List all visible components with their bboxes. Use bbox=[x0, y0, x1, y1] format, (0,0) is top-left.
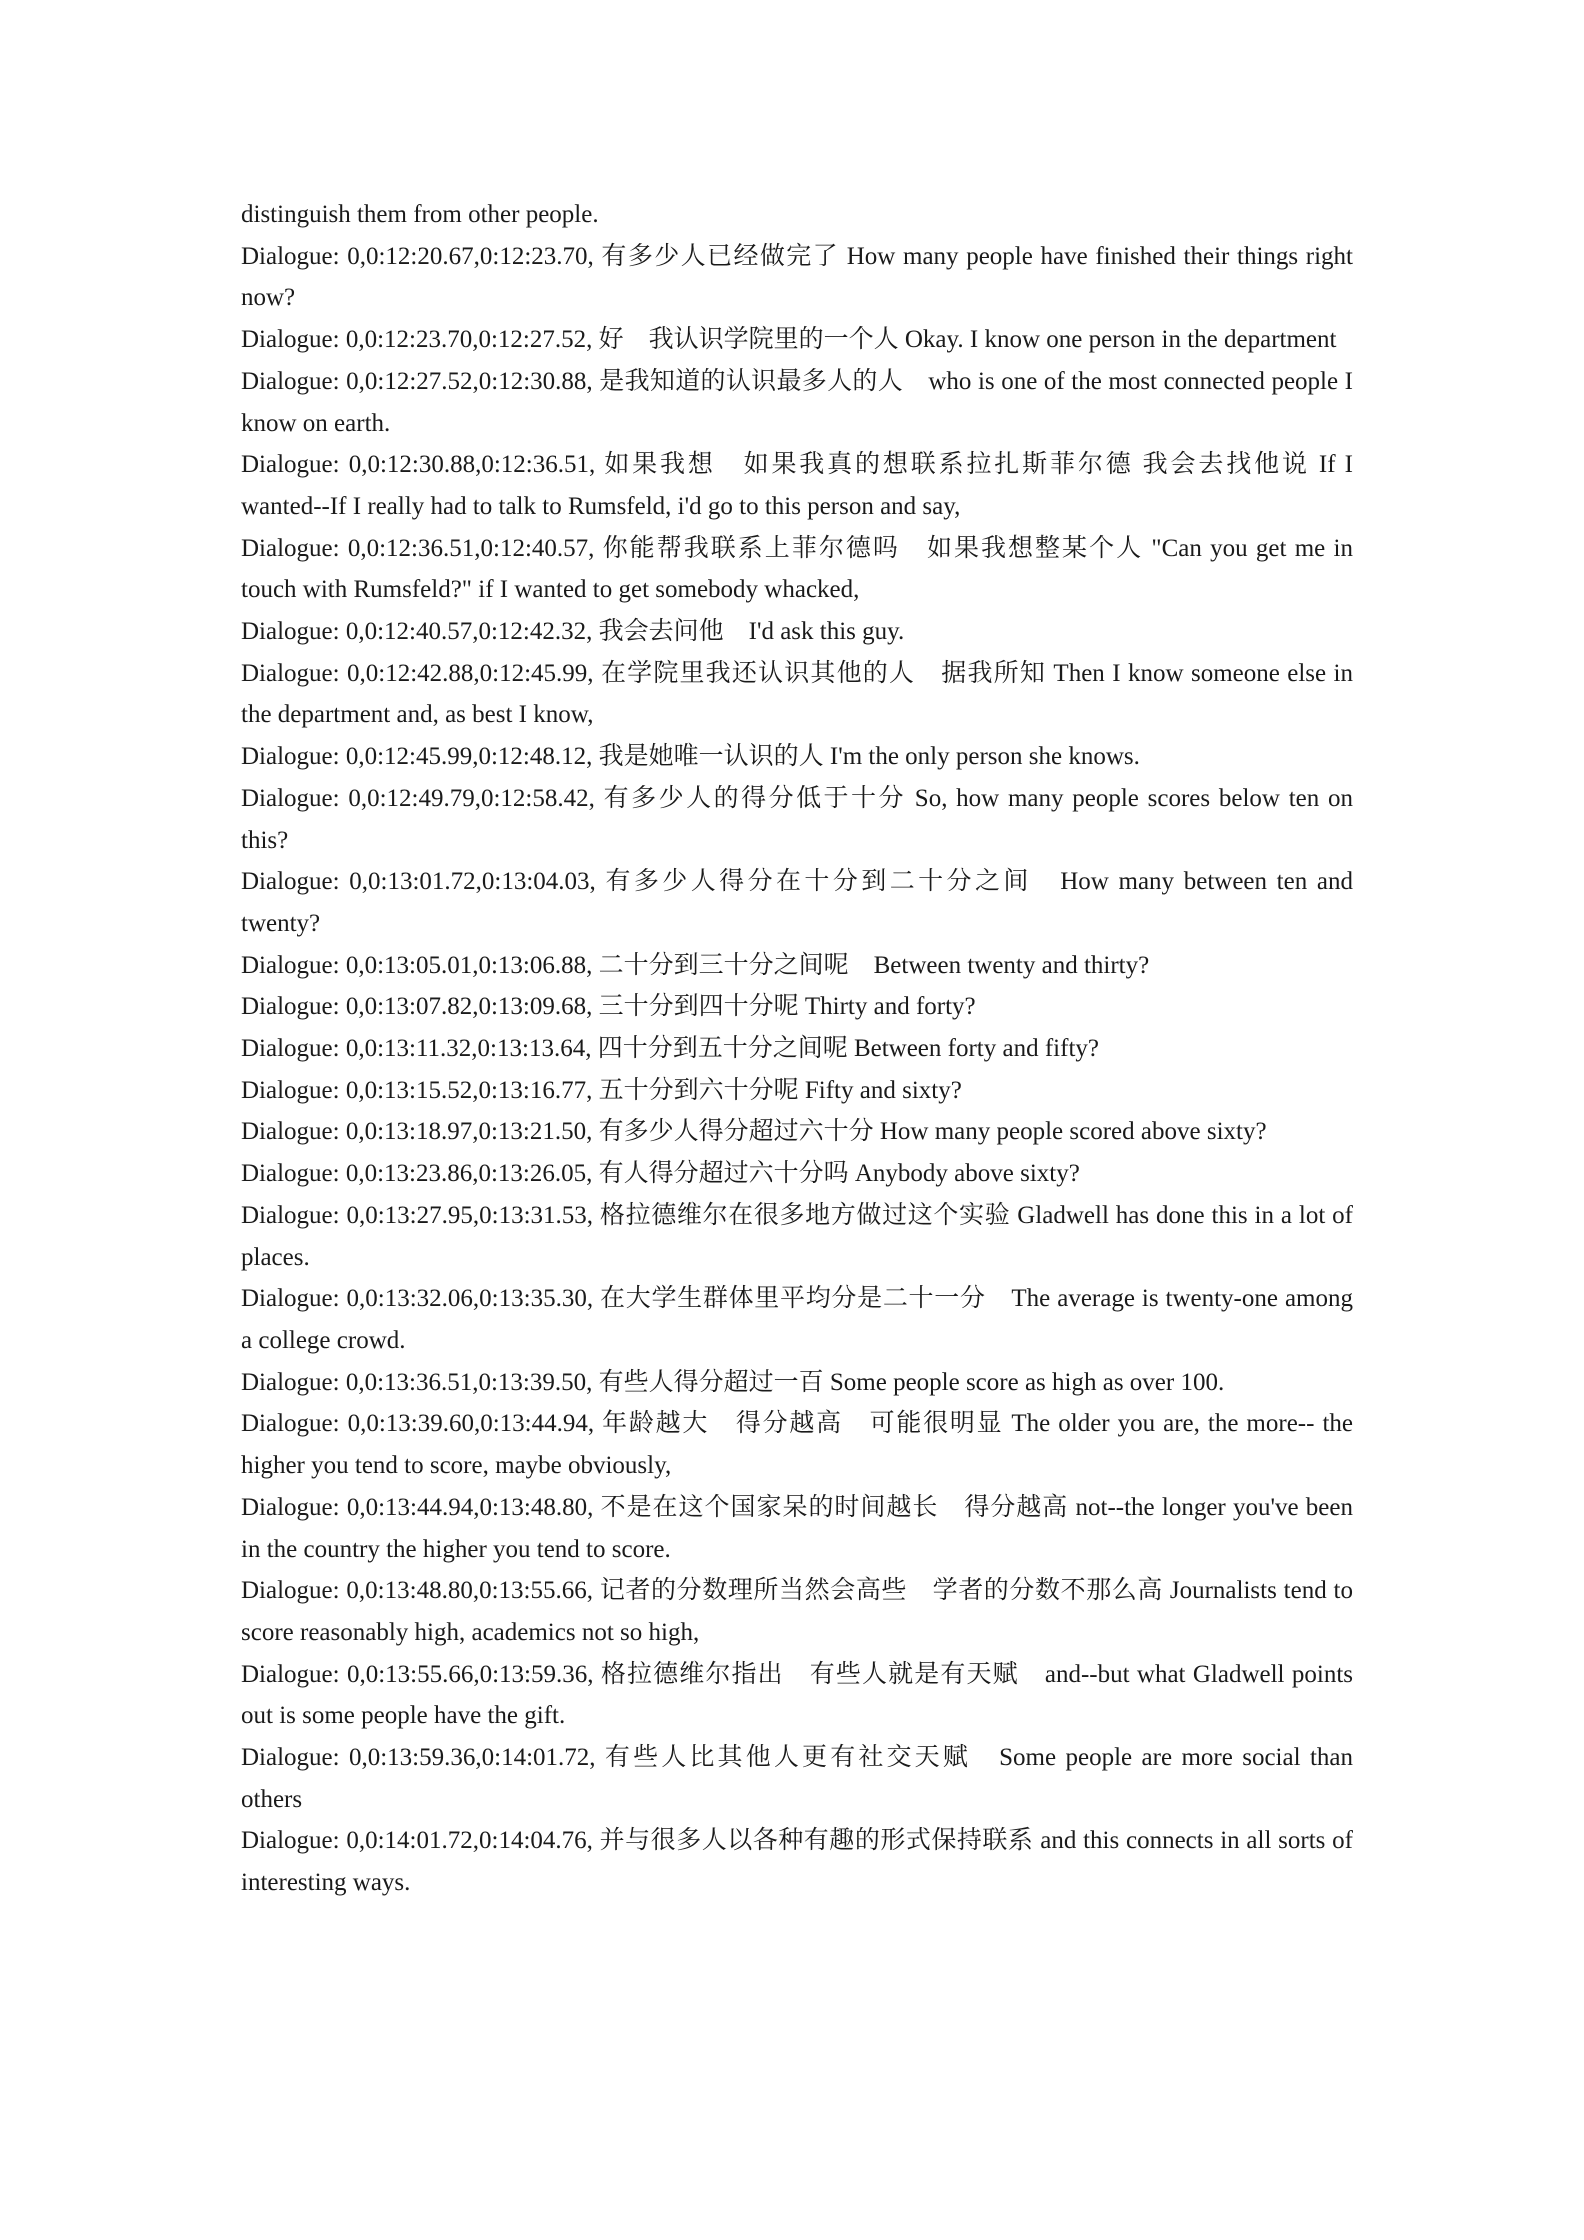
dialogue-line: Dialogue: 0,0:13:07.82,0:13:09.68, 三十分到四十分呢 Thirty and forty? bbox=[241, 993, 976, 1021]
dialogue-line: Dialogue: 0,0:13:27.95,0:13:31.53, 格拉德维尔在很多地方做过这个实验 Gladwell has done this in a lot of places. bbox=[241, 1201, 1353, 1271]
dialogue-line: Dialogue: 0,0:13:48.80,0:13:55.66, 记者的分数理所当然会高些 学者的分数不那么高 Journalists tend to score reasonably high, academics not so high, bbox=[241, 1577, 1353, 1646]
dialogue-line: Dialogue: 0,0:13:01.72,0:13:04.03, 有多少人得分在十分到二十分之间 How many between ten and twenty? bbox=[241, 868, 1353, 937]
dialogue-line: Dialogue: 0,0:13:59.36,0:14:01.72, 有些人比其他人更有社交天赋 Some people are more social than others bbox=[241, 1744, 1353, 1813]
text-line: distinguish them from other people. bbox=[241, 201, 599, 228]
dialogue-line: Dialogue: 0,0:13:39.60,0:13:44.94, 年龄越大 得分越高 可能很明显 The older you are, the more-- the higher you tend to score, maybe obviously, bbox=[241, 1410, 1353, 1480]
dialogue-line: Dialogue: 0,0:13:44.94,0:13:48.80, 不是在这个国家呆的时间越长 得分越高 not--the longer you've been in the country the higher you tend to score. bbox=[241, 1493, 1353, 1563]
dialogue-line: Dialogue: 0,0:13:15.52,0:13:16.77, 五十分到六十分呢 Fifty and sixty? bbox=[241, 1076, 962, 1104]
dialogue-line: Dialogue: 0,0:12:30.88,0:12:36.51, 如果我想 如果我真的想联系拉扎斯菲尔德 我会去找他说 If I wanted--If I really had to talk to Rumsfeld, i'd go to this person and say, bbox=[241, 451, 1353, 520]
dialogue-line: Dialogue: 0,0:13:05.01,0:13:06.88, 二十分到三十分之间呢 Between twenty and thirty? bbox=[241, 951, 1150, 979]
dialogue-line: Dialogue: 0,0:12:49.79,0:12:58.42, 有多少人的得分低于十分 So, how many people scores below ten on this? bbox=[241, 784, 1353, 854]
dialogue-line: Dialogue: 0,0:13:36.51,0:13:39.50, 有些人得分超过一百 Some people score as high as over 100. bbox=[241, 1368, 1225, 1396]
dialogue-line: Dialogue: 0,0:13:11.32,0:13:13.64, 四十分到五十分之间呢 Between forty and fifty? bbox=[241, 1035, 1099, 1063]
dialogue-line: Dialogue: 0,0:12:20.67,0:12:23.70, 有多少人已经做完了 How many people have finished their things right now? bbox=[241, 242, 1353, 312]
dialogue-line: Dialogue: 0,0:12:45.99,0:12:48.12, 我是她唯一认识的人 I'm the only person she knows. bbox=[241, 743, 1140, 771]
dialogue-line: Dialogue: 0,0:13:18.97,0:13:21.50, 有多少人得分超过六十分 How many people scored above sixty? bbox=[241, 1118, 1267, 1146]
subtitle-transcript bbox=[241, 194, 1353, 1904]
dialogue-line: Dialogue: 0,0:13:55.66,0:13:59.36, 格拉德维尔指出 有些人就是有天赋 and--but what Gladwell points out is some people have the gift. bbox=[241, 1660, 1353, 1730]
dialogue-line: Dialogue: 0,0:12:36.51,0:12:40.57, 你能帮我联系上菲尔德吗 如果我想整某个人 "Can you get me in touch with Rumsfeld?" if I wanted to get somebody whacked, bbox=[241, 534, 1353, 604]
dialogue-line: Dialogue: 0,0:12:42.88,0:12:45.99, 在学院里我还认识其他的人 据我所知 Then I know someone else in the department and, as best I know, bbox=[241, 659, 1353, 729]
dialogue-line: Dialogue: 0,0:12:27.52,0:12:30.88, 是我知道的认识最多人的人 who is one of the most connected people I know on earth. bbox=[241, 367, 1353, 437]
dialogue-line: Dialogue: 0,0:12:40.57,0:12:42.32, 我会去问他 I'd ask this guy. bbox=[241, 618, 905, 646]
dialogue-line: Dialogue: 0,0:13:23.86,0:13:26.05, 有人得分超过六十分吗 Anybody above sixty? bbox=[241, 1160, 1080, 1188]
dialogue-line: Dialogue: 0,0:13:32.06,0:13:35.30, 在大学生群体里平均分是二十一分 The average is twenty-one among a college crowd. bbox=[241, 1285, 1353, 1354]
dialogue-line: Dialogue: 0,0:14:01.72,0:14:04.76, 并与很多人以各种有趣的形式保持联系 and this connects in all sorts of interesting ways. bbox=[241, 1827, 1353, 1897]
dialogue-line: Dialogue: 0,0:12:23.70,0:12:27.52, 好 我认识学院里的一个人 Okay. I know one person in the department bbox=[241, 326, 1337, 354]
